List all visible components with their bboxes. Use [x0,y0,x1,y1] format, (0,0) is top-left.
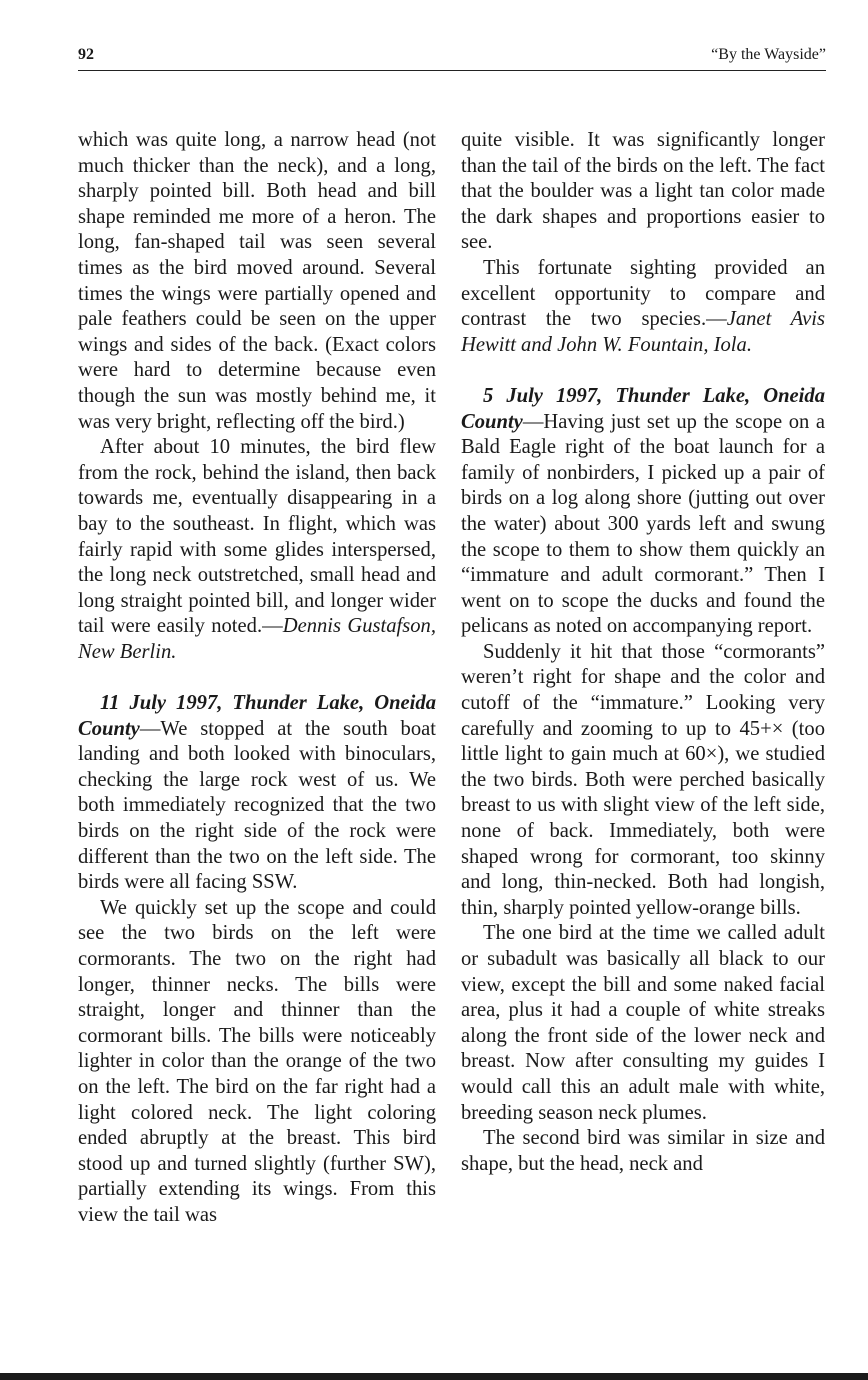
right-signature: Janet Avis Hewitt and John W. Fountain, Iola. [461,308,825,356]
right-paragraph-2 [461,256,825,358]
scan-bottom-edge [0,1373,868,1380]
right-column [461,128,825,1177]
left-paragraph-2 [78,435,436,665]
right-paragraph-6: The second bird was similar in size and shape, but the head, neck and [461,1127,825,1175]
left-paragraph-1: which was quite long, a narrow head (not much thicker than the neck), and a long, sharply pointed bill. Both head and bill shape reminded me more of a heron. The long, fan-shaped tail was seen several times as the bird moved around. Several times the wings were partially opened and pale feathers could be seen on the upper wings and sides of the back. (Exact colors were hard to determine because even though the sun was mostly behind me, it was very bright, reflecting off the bird.) [78,129,436,433]
page-number: 92 [78,46,94,63]
left-entry-paragraph [78,691,436,896]
right-paragraph-4: Suddenly it hit that those “cormorants” weren’t right for shape and the color and cutoff of the “immature.” Looking very carefully and zooming to up to 45+× (too little light to gain much at 60×), we studied the two birds. Both were perched basically breast to us with slight view of the left side, none of back. Immediately, both were shaped wrong for cormorant, too skinny and long, thin-necked. Both had longish, thin, sharply pointed yellow-orange bills. [461,640,825,919]
running-head: “By the Wayside” [711,46,826,63]
left-paragraph-4: We quickly set up the scope and could see the two birds on the left were cormorants. The two on the right had longer, thinner necks. The bills were straight, longer and thinner than the cormorant bills. The bills were noticeably lighter in color than the orange of the two on the left. The bird on the far right had a light colored neck. The light coloring ended abruptly at the breast. This bird stood up and turned slightly (further SW), partially extending its wings. From this view the tail was [78,896,436,1226]
page-header [78,44,826,71]
left-entry-text: —We stopped at the south boat landing and both looked with binoculars, checking the large rock west of us. We both immediately recognized that the two birds on the right side of the rock were different than the two on the left side. The birds were all facing SSW. [78,717,436,894]
right-paragraph-5: The one bird at the time we called adult or subadult was basically all black to our view, except the bill and some naked facial area, plus it had a couple of white streaks along the front side of the lower neck and breast. Now after consulting my guides I would call this an adult male with white, breeding season neck plumes. [461,922,825,1124]
left-entry-heading: 11 July 1997, Thunder Lake, Oneida County [78,692,436,740]
left-paragraph-2-text: After about 10 minutes, the bird flew from the rock, behind the island, then back towards me, eventually disappearing in a bay to the southeast. In flight, which was fairly rapid with some glides interspersed, the long neck outstretched, small head and long straight pointed bill, and longer wider tail were easily noted.— [78,436,436,638]
right-entry-text: —Having just set up the scope on a Bald Eagle right of the boat launch for a family of nonbirders, I picked up a pair of birds on a log along shore (jutting out over the water) about 300 yards left and swung the scope to them to show them quickly an “immature and adult cormorant.” Then I went on to scope the ducks and found the pelicans as noted on accompanying report. [461,410,825,638]
left-column [78,128,436,1229]
right-paragraph-2-text: This fortunate sighting provided an excellent opportunity to compare and contrast the two species.— [461,256,825,331]
right-paragraph-1: quite visible. It was significantly longer than the tail of the birds on the left. The fact that the boulder was a light tan color made the dark shapes and proportions easier to see. [461,129,825,254]
right-entry-paragraph [461,384,825,640]
right-entry-heading: 5 July 1997, Thunder Lake, Oneida County [461,384,825,433]
left-signature: Dennis Gustafson, New Berlin. [78,615,437,663]
